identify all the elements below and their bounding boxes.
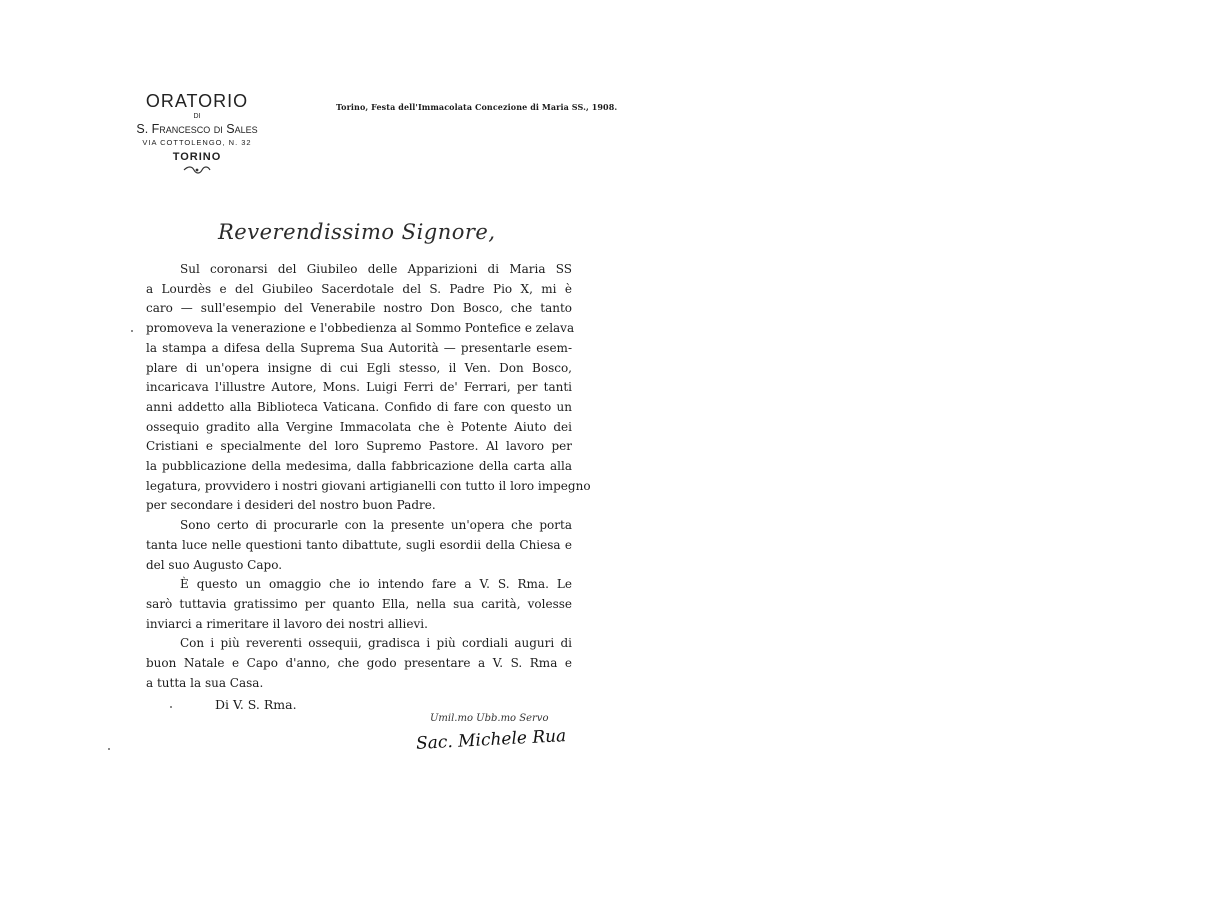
body-line: a tutta la sua Casa. <box>146 675 264 690</box>
ornament-icon <box>182 165 212 175</box>
letterhead-city: TORINO <box>172 151 222 163</box>
dateline: Torino, Festa dell'Immacolata Concezione di Maria SS., 1908. <box>336 102 618 112</box>
body-line: promoveva la venerazione e l'obbedienza al Sommo Pontefice e zelava <box>146 321 575 336</box>
body-line: Con i più reverenti ossequii, gradisca i più cordiali auguri di <box>180 636 572 651</box>
letterhead-name: S. Francesco di Sales <box>136 122 258 136</box>
signature: Sac. Michele Rua <box>415 726 567 754</box>
body-line: Sul coronarsi del Giubileo delle Apparizioni di Maria SS <box>180 262 572 276</box>
body-line: Cristiani e specialmente del loro Supremo Pastore. Al lavoro per <box>146 439 572 454</box>
body-line: legatura, provvidero i nostri giovani artigianelli con tutto il loro impegno <box>146 478 591 493</box>
paper-speck <box>108 748 110 750</box>
body-line: buon Natale e Capo d'anno, che godo presentare a V. S. Rma e <box>146 656 572 671</box>
letterhead-address: VIA COTTOLENGO, N. 32 <box>142 138 252 147</box>
letterhead <box>112 90 282 175</box>
body-line: inviarci a rimeritare il lavoro dei nostri allievi. <box>146 616 428 631</box>
body-line: incaricava l'illustre Autore, Mons. Luigi Ferri de' Ferrari, per tanti <box>146 380 572 395</box>
letter-body <box>146 260 591 693</box>
paper-speck <box>170 706 172 708</box>
body-line: sarò tuttavia gratissimo per quanto Ella, nella sua carità, volesse <box>146 596 572 611</box>
letterhead-title: ORATORIO <box>145 91 249 111</box>
body-line: ossequio gradito alla Vergine Immacolata che è Potente Aiuto dei <box>146 419 572 434</box>
letterhead-di: DI <box>193 113 201 120</box>
body-line: la pubblicazione della medesima, dalla fabbricazione della carta alla <box>146 459 572 474</box>
body-line: plare di un'opera insigne di cui Egli stesso, il Ven. Don Bosco, <box>146 360 572 375</box>
body-line: la stampa a difesa della Suprema Sua Autorità — presentarle esem- <box>146 340 572 355</box>
body-line: anni addetto alla Biblioteca Vaticana. Confido di fare con questo un <box>146 399 572 414</box>
body-line: tanta luce nelle questioni tanto dibattute, sugli esordii della Chiesa e <box>146 537 572 552</box>
body-line: Sono certo di procurarle con la presente un'opera che porta <box>180 518 572 533</box>
closing: Di V. S. Rma. <box>215 697 297 712</box>
body-line: del suo Augusto Capo. <box>146 557 283 572</box>
letter-page <box>100 80 618 780</box>
body-line: caro — sull'esempio del Venerabile nostro Don Bosco, che tanto <box>146 301 572 316</box>
body-line: per secondare i desideri del nostro buon Padre. <box>146 498 436 513</box>
signoff: Umil.mo Ubb.mo Servo <box>430 713 549 724</box>
body-line: a Lourdès e del Giubileo Sacerdotale del S. Padre Pio X, mi è <box>146 281 572 296</box>
salutation: Reverendissimo Signore, <box>218 220 496 244</box>
paper-speck <box>131 330 133 332</box>
body-line: È questo un omaggio che io intendo fare a V. S. Rma. Le <box>180 577 572 592</box>
